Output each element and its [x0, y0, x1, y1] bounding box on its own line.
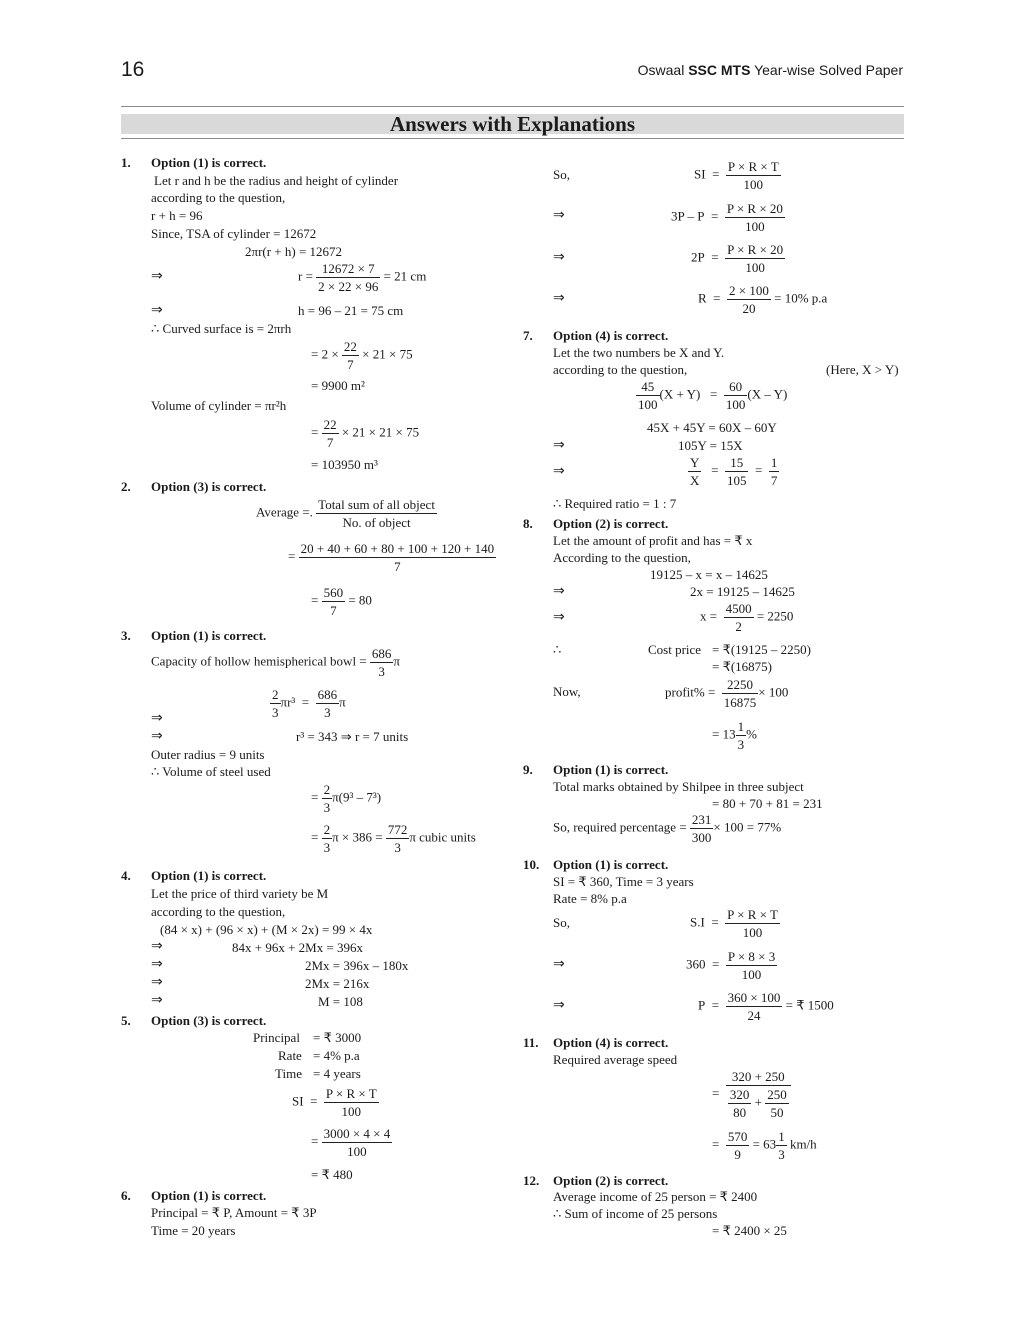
formula: $\frac{Y}{X}$ = $\frac{15}{105}$ = $\frac{1}{7}$ — [690, 455, 778, 488]
question-number: 2. — [121, 479, 131, 494]
formula: Capacity of hollow hemispherical bowl = $\frac{686}{3}$ π — [151, 646, 400, 679]
formula: r³ = 343 ⇒ r = 7 units — [296, 729, 409, 744]
question-number: 9. — [523, 762, 533, 777]
formula: = 80 + 70 + 81 = 231 — [712, 796, 823, 811]
formula: profit% = $\frac{2250}{16875}$ × 100 — [665, 677, 789, 710]
answer-heading: Option (1) is correct. — [151, 868, 267, 883]
formula: = ₹ 2400 × 25 — [712, 1223, 787, 1238]
implies-icon: ⇒ — [553, 464, 565, 479]
formula: $\frac{45}{100}$ (X + Y) = $\frac{60}{100}$ (X – Y) — [638, 379, 788, 412]
implies-icon: ⇒ — [553, 208, 565, 223]
therefore-icon: ∴ — [553, 642, 562, 657]
implies-icon: ⇒ — [151, 993, 163, 1008]
formula: SI = $\frac{P \times R \times T}{100}$ — [694, 159, 779, 192]
formula: P = $\frac{360 \times 100}{24}$ = ₹ 1500 — [698, 990, 834, 1023]
implies-icon: ⇒ — [151, 269, 163, 284]
formula: = $\frac{22}{7}$ × 21 × 21 × 75 — [311, 417, 420, 450]
answer-heading: Option (3) is correct. — [151, 479, 267, 494]
answer-heading: Option (1) is correct. — [553, 762, 669, 777]
implies-icon: ⇒ — [553, 998, 565, 1013]
question-number: 11. — [523, 1035, 539, 1050]
formula: So, required percentage = $\frac{231}{300}$ × 100 = 77% — [553, 812, 782, 845]
question-number: 8. — [523, 516, 533, 531]
text-line: So, — [553, 915, 570, 930]
text-line: Average income of 25 person = ₹ 2400 — [553, 1189, 758, 1204]
formula: 2Mx = 396x – 180x — [305, 958, 409, 973]
formula: SI = $\frac{P \times R \times T}{100}$ — [292, 1086, 377, 1119]
question-number: 3. — [121, 628, 131, 643]
answer-heading: Option (1) is correct. — [151, 628, 267, 643]
label: Principal — [253, 1030, 300, 1045]
answer-heading: Option (1) is correct. — [553, 857, 669, 872]
formula: 3P – P = $\frac{P \times R \times 20}{100}$ — [671, 201, 783, 234]
answer-heading: Option (4) is correct. — [553, 328, 669, 343]
formula: (84 × x) + (96 × x) + (M × 2x) = 99 × 4x — [160, 922, 373, 937]
question-number: 12. — [523, 1173, 540, 1188]
implies-icon: ⇒ — [553, 610, 565, 625]
value: = ₹(16875) — [712, 659, 773, 674]
text-line: r + h = 96 — [151, 208, 203, 223]
book-title: Oswaal SSC MTS Year-wise Solved Paper — [637, 62, 903, 78]
formula: r = $\frac{12672 \times 7}{2 \times 22 \times 96}$ = 21 cm — [298, 261, 427, 294]
text-line: Let r and h be the radius and height of cylinder — [154, 173, 399, 188]
formula: = 13 $\frac{1}{3}$ % — [712, 719, 757, 752]
formula: = $\frac{570}{9}$ = 63 $\frac{1}{3}$ km/h — [712, 1129, 817, 1162]
formula: 84x + 96x + 2Mx = 396x — [232, 940, 364, 955]
implies-icon: ⇒ — [151, 711, 163, 726]
formula: 45X + 45Y = 60X – 60Y — [647, 420, 777, 435]
text-line: Total marks obtained by Shilpee in three subject — [553, 779, 804, 794]
formula: = $\frac{3000 \times 4 \times 4}{100}$ — [311, 1126, 391, 1159]
formula: Average =. $\frac{\text{Total sum of all object}}{\text{No. of object}}$ — [256, 497, 435, 530]
text-line: Let the amount of profit and has = ₹ x — [553, 533, 753, 548]
text-line: ∴ Sum of income of 25 persons — [553, 1206, 718, 1221]
text-line: according to the question, — [151, 190, 286, 205]
formula: = $\frac{560}{7}$ = 80 — [311, 585, 372, 618]
value: = 4% p.a — [313, 1048, 360, 1063]
question-number: 7. — [523, 328, 533, 343]
text-line: Outer radius = 9 units — [151, 747, 265, 762]
text-line: 2πr(r + h) = 12672 — [245, 244, 343, 259]
question-number: 4. — [121, 868, 131, 883]
text-line: SI = ₹ 360, Time = 3 years — [553, 874, 694, 889]
value: = 4 years — [313, 1066, 361, 1081]
formula: 360 = $\frac{P \times 8 \times 3}{100}$ — [686, 949, 776, 982]
implies-icon: ⇒ — [151, 939, 163, 954]
formula: = 103950 m³ — [311, 457, 378, 472]
header-rule — [121, 106, 904, 107]
answer-heading: Option (2) is correct. — [553, 516, 669, 531]
question-number: 10. — [523, 857, 540, 872]
formula: $\frac{2}{3}$ πr³ = $\frac{686}{3}$ π — [272, 687, 346, 720]
answer-heading: Option (1) is correct. — [151, 1188, 267, 1203]
therefore-icon: ∴ — [553, 496, 562, 511]
text-line: Let the two numbers be X and Y. — [553, 345, 725, 360]
text-line: ∴ Required ratio = 1 : 7 — [553, 496, 677, 511]
text-line: according to the question, — [553, 362, 688, 377]
formula: = 320 + 250 $\frac{320}{80}$ + $\frac{250}{50}$ — [712, 1068, 791, 1121]
implies-icon: ⇒ — [151, 957, 163, 972]
page-number: 16 — [121, 58, 145, 81]
formula: 105Y = 15X — [678, 438, 743, 453]
formula: = $\frac{2}{3}$ π × 386 = $\frac{772}{3}$ π cubic units — [311, 822, 476, 855]
answer-heading: Option (2) is correct. — [553, 1173, 669, 1188]
text-line: ∴ Volume of steel used — [151, 764, 271, 779]
implies-icon: ⇒ — [553, 957, 565, 972]
section-banner: Answers with Explanations — [121, 114, 904, 134]
value: = ₹ 3000 — [313, 1030, 362, 1045]
implies-icon: ⇒ — [553, 584, 565, 599]
text-line: Rate = 8% p.a — [553, 891, 627, 906]
question-number: 6. — [121, 1188, 131, 1203]
formula: 2x = 19125 – 14625 — [690, 584, 795, 599]
formula: M = 108 — [318, 994, 363, 1009]
question-number: 5. — [121, 1013, 131, 1028]
formula: R = $\frac{2 \times 100}{20}$ = 10% p.a — [698, 283, 828, 316]
therefore-icon: ∴ — [553, 1206, 562, 1221]
answer-heading: Option (1) is correct. — [151, 155, 267, 170]
formula: x = $\frac{4500}{2}$ = 2250 — [700, 601, 794, 634]
text-line: ∴ Curved surface is = 2πrh — [151, 321, 292, 336]
therefore-icon: ∴ — [151, 321, 160, 336]
implies-icon: ⇒ — [553, 250, 565, 265]
value: = ₹(19125 – 2250) — [712, 642, 812, 657]
text-line: Now, — [553, 684, 581, 699]
text-line: Volume of cylinder = πr²h — [151, 398, 287, 413]
label: Time — [275, 1066, 302, 1081]
text-line: So, — [553, 167, 570, 182]
implies-icon: ⇒ — [151, 303, 163, 318]
implies-icon: ⇒ — [553, 438, 565, 453]
text-line: according to the question, — [151, 904, 286, 919]
therefore-icon: ∴ — [151, 764, 160, 779]
formula: = 2 × $\frac{22}{7}$ × 21 × 75 — [311, 339, 413, 372]
formula: h = 96 – 21 = 75 cm — [298, 303, 404, 318]
text-line: Since, TSA of cylinder = 12672 — [151, 226, 317, 241]
formula: S.I = $\frac{P \times R \times T}{100}$ — [690, 907, 778, 940]
formula: = $\frac{2}{3}$ π(9³ – 7³) — [311, 782, 382, 815]
label: Rate — [278, 1048, 302, 1063]
formula: = ₹ 480 — [311, 1167, 353, 1182]
answer-heading: Option (3) is correct. — [151, 1013, 267, 1028]
formula: = 9900 m² — [311, 378, 365, 393]
formula: = $\frac{20 + 40 + 60 + 80 + 100 + 120 + 140}{7}$ — [288, 541, 495, 574]
question-number: 1. — [121, 155, 131, 170]
banner-rule — [121, 138, 904, 139]
text-line: Let the price of third variety be M — [151, 886, 329, 901]
text-line: (Here, X > Y) — [826, 362, 899, 377]
text-line: Principal = ₹ P, Amount = ₹ 3P — [151, 1205, 317, 1220]
text-line: Required average speed — [553, 1052, 678, 1067]
formula: 2Mx = 216x — [305, 976, 370, 991]
implies-icon: ⇒ — [151, 729, 163, 744]
formula: 19125 – x = x – 14625 — [650, 567, 768, 582]
formula: 2P = $\frac{P \times R \times 20}{100}$ — [691, 242, 784, 275]
implies-icon: ⇒ — [151, 975, 163, 990]
text-line: Time = 20 years — [151, 1223, 236, 1238]
answer-heading: Option (4) is correct. — [553, 1035, 669, 1050]
label: Cost price — [648, 642, 702, 657]
implies-icon: ⇒ — [553, 291, 565, 306]
text-line: According to the question, — [553, 550, 691, 565]
